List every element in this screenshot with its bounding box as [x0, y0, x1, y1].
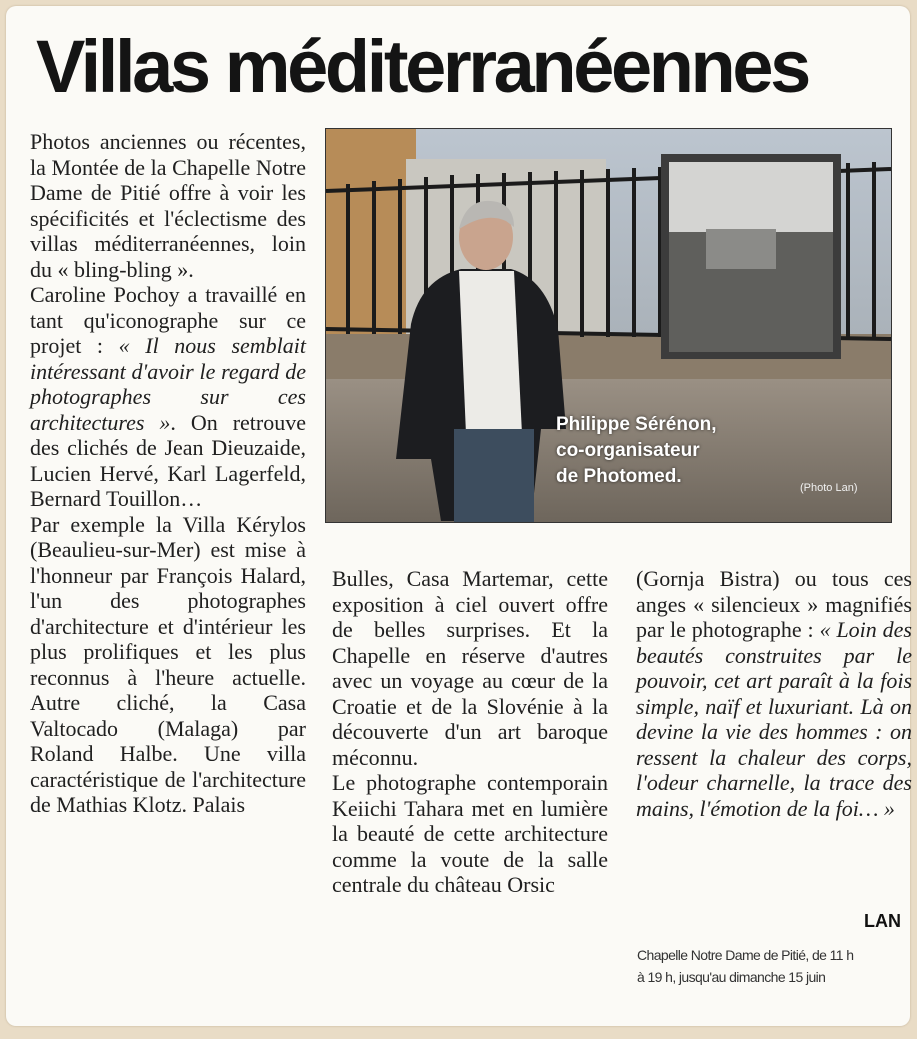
article-column-1 [30, 129, 306, 818]
article-column-3 [636, 566, 912, 821]
article-headline: Villas méditerranéennes [36, 25, 808, 108]
paragraph-tahara: Le photographe contemporain Keiichi Tahara met en lumière la beauté de cette architecture comme la voute de la salle centrale du château Orsic [332, 770, 608, 897]
ochre-wall [326, 129, 416, 349]
event-info-line: à 19 h, jusqu'au dimanche 15 juin [637, 969, 826, 985]
paragraph-intro: Photos anciennes ou récentes, la Montée de la Chapelle Notre Dame de Pitié offre à voir les spécificités et l'éclectisme des villas méditerranéennes, loin du « bling-bling ». [30, 129, 306, 282]
panel-sky [669, 162, 833, 232]
event-info [637, 944, 913, 988]
text-segment: Caroline Pochoy a travaillé en tant qu'iconographe sur ce projet : [30, 282, 306, 358]
caption-line: co-organisateur [556, 440, 700, 461]
text-segment: (Gornja Bistra) ou tous ces anges « silencieux » magnifiés par le photographe : [636, 566, 912, 642]
caption-line: de Photomed. [556, 466, 682, 487]
quote-photographer: « Loin des beautés construites par le pouvoir, cet art paraît à la fois simple, naïf et luxuriant. Là on devine la vie des hommes : on ressent la chaleur des corps, l'odeur charnelle, la trace des mains, l'émotion de la foi… » [636, 617, 912, 821]
quote-iconographer: « Il nous semblait intéressant d'avoir le regard de photographes sur ces architectures » [30, 333, 306, 435]
paragraph-villas: Par exemple la Villa Kérylos (Beaulieu-sur-Mer) est mise à l'honneur par François Halard, l'un des photographes d'architecture et d'intérieur les plus prolifiques et les plus reconnus à l'heure actuelle. Autre cliché, la Casa Valtocado (Malaga) par Roland Halbe. Une villa caractéristique de l'architecture de Mathias Klotz. Palais [30, 511, 306, 817]
author-signature: LAN [864, 911, 901, 931]
photo-credit: (Photo Lan) [800, 482, 858, 494]
photo-caption [556, 412, 716, 490]
caption-line: Philippe Sérénon, [556, 414, 717, 435]
text-segment: . On retrouve des clichés de Jean Dieuzaide, Lucien Hervé, Karl Lagerfeld, Bernard Touillon… [30, 409, 306, 511]
paragraph-exposition: Bulles, Casa Martemar, cette exposition à ciel ouvert offre de belles surprises. Et la Chapelle en réserve d'autres avec un voyage au cœur de la Croatie et de la Slovénie à la découverte d'un art baroque méconnu. [332, 566, 608, 770]
paragraph-anges [636, 566, 912, 821]
article-column-2 [332, 566, 608, 898]
event-info-line: Chapelle Notre Dame de Pitié, de 11 h [637, 947, 854, 963]
paragraph-iconographer [30, 282, 306, 512]
